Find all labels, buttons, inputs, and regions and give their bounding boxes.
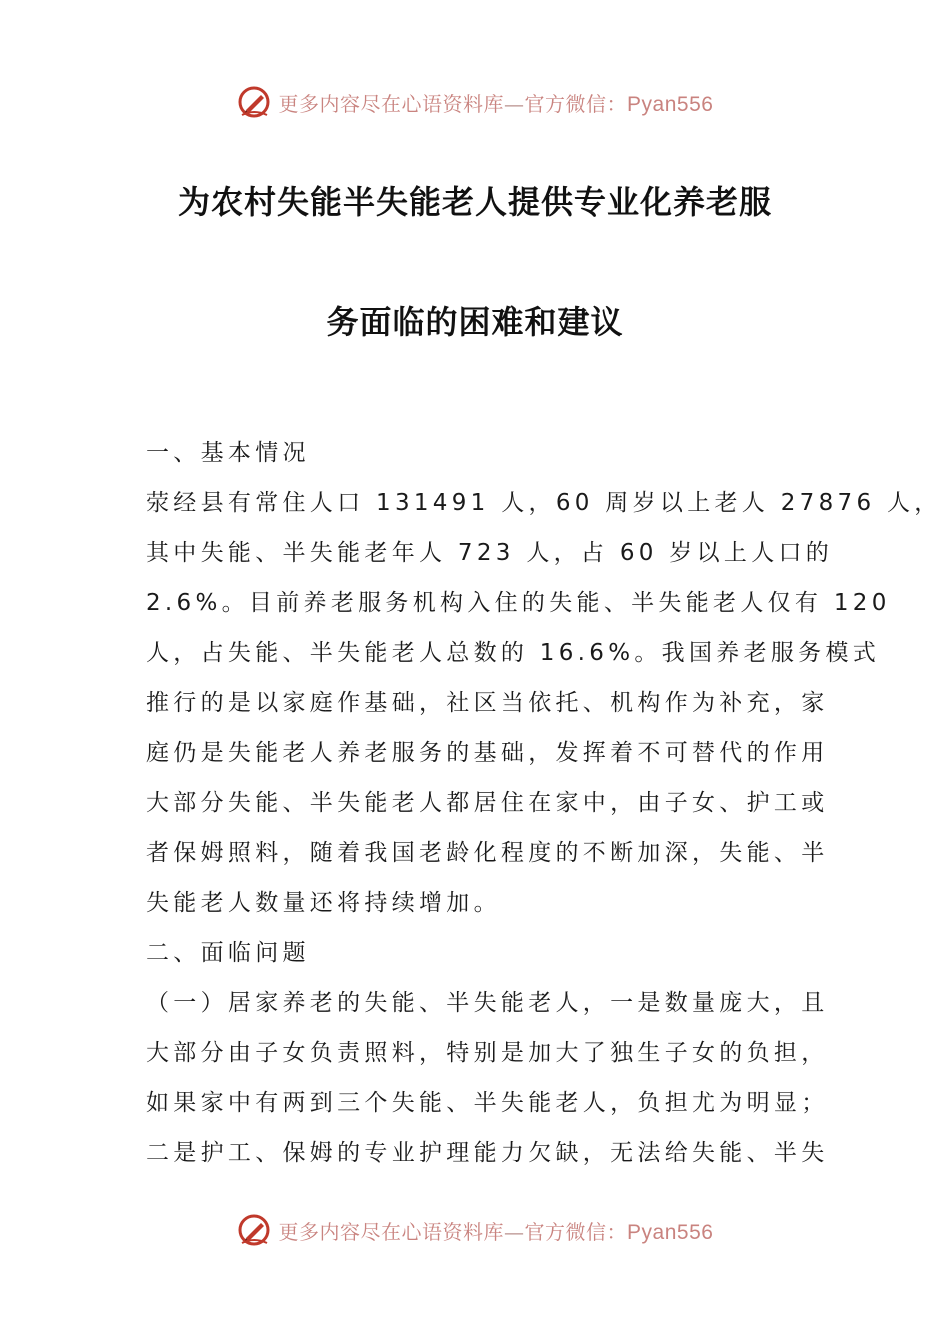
body-line: 人，占失能、半失能老人总数的 16.6%。我国养老服务模式: [146, 640, 881, 666]
watermark-top: [0, 82, 950, 122]
body-line: 其中失能、半失能老年人 723 人，占 60 岁以上人口的: [146, 540, 834, 566]
watermark-text: 更多内容尽在心语资料库—官方微信：Pyan556: [278, 91, 714, 116]
watermark-text: 更多内容尽在心语资料库—官方微信：Pyan556: [278, 1219, 714, 1244]
body-line: 者保姆照料，随着我国老龄化程度的不断加深，失能、半: [146, 840, 829, 866]
watermark-bottom: [0, 1210, 950, 1250]
document-title-line-1: 为农村失能半失能老人提供专业化养老服: [177, 183, 772, 221]
body-line: 二是护工、保姆的专业护理能力欠缺，无法给失能、半失: [146, 1140, 829, 1166]
body-line: 2.6%。目前养老服务机构入住的失能、半失能老人仅有 120: [146, 590, 891, 616]
body-line: 失能老人数量还将持续增加。: [146, 890, 501, 916]
section-heading: 二、面临问题: [146, 940, 310, 966]
body-line: 推行的是以家庭作基础，社区当依托、机构作为补充，家: [146, 690, 829, 716]
body-line: 庭仍是失能老人养老服务的基础，发挥着不可替代的作用: [146, 740, 829, 766]
pen-logo-icon: [237, 1213, 271, 1247]
document-title-line-2: 务面临的困难和建议: [326, 303, 624, 341]
body-line: 如果家中有两到三个失能、半失能老人，负担尤为明显；: [146, 1090, 829, 1116]
body-line: （一）居家养老的失能、半失能老人，一是数量庞大，且: [146, 990, 829, 1016]
body-line: 荥经县有常住人口 131491 人，60 周岁以上老人 27876 人，: [146, 490, 942, 516]
body-line: 大部分失能、半失能老人都居住在家中，由子女、护工或: [146, 790, 829, 816]
pen-logo-icon: [237, 85, 271, 119]
document-body: [146, 428, 942, 1178]
body-line: 大部分由子女负责照料，特别是加大了独生子女的负担，: [146, 1040, 829, 1066]
section-heading: 一、基本情况: [146, 440, 310, 466]
